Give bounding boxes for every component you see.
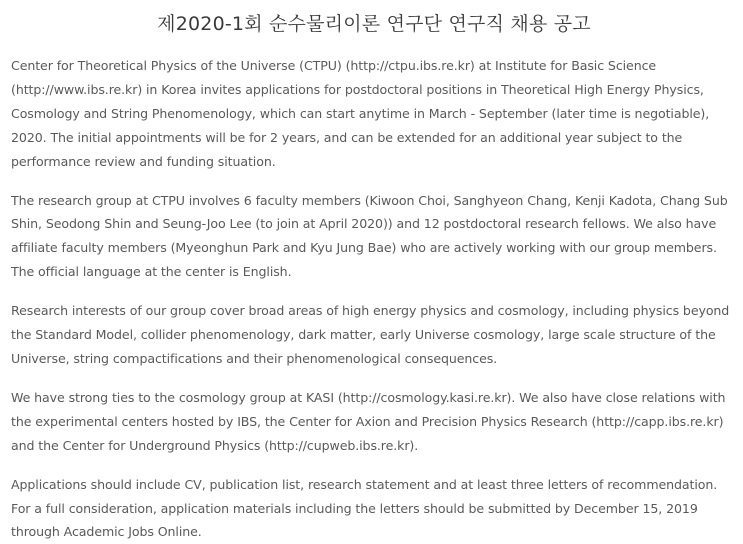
- paragraph-research-interests: Research interests of our group cover broad areas of high energy physics and cosmology, including physics beyond the Standard Model, collider phenomenology, dark matter, early Universe cosmology, large scale structure of the Universe, string compactifications and their phenomenological consequences.: [11, 303, 730, 366]
- paragraph-intro: Center for Theoretical Physics of the Universe (CTPU) (http://ctpu.ibs.re.kr) at Institute for Basic Science (http://www.ibs.re.kr) in Korea invites applications for postdoctoral positions in Theoretical High Energy Physics, Cosmology and String Phenomenology, which can start anytime in March - September (later time is negotiable), 2020. The initial appointments will be for 2 years, and can be extended for an additional year subject to the performance review and funding situation.: [11, 58, 710, 169]
- paragraph-collaborations: We have strong ties to the cosmology group at KASI (http://cosmology.kasi.re.kr). We also have close relations with the experimental centers hosted by IBS, the Center for Axion and Precision Physics Research (http://capp.ibs.re.kr) and the Center for Underground Physics (http://cupweb.ibs.re.kr).: [11, 389, 726, 453]
- announcement-body: [11, 54, 737, 544]
- paragraph-research-group: The research group at CTPU involves 6 faculty members (Kiwoon Choi, Sanghyeon Chang, Kenji Kadota, Chang Sub Shin, Seodong Shin and Seung-Joo Lee (to join at April 2020)) and 12 postdoctoral research fellows. We also have affiliate faculty members (Myeonghun Park and Kyu Jung Bae) who are actively working with our group members. The official language at the center is English.: [11, 192, 728, 280]
- page-title: 제2020-1회 순수물리이론 연구단 연구직 채용 공고: [157, 13, 591, 35]
- paragraph-application: Applications should include CV, publication list, research statement and at least three letters of recommendation. For a full consideration, application materials including the letters should be submitted by December 15, 2019 through Academic Jobs Online.: [11, 476, 718, 540]
